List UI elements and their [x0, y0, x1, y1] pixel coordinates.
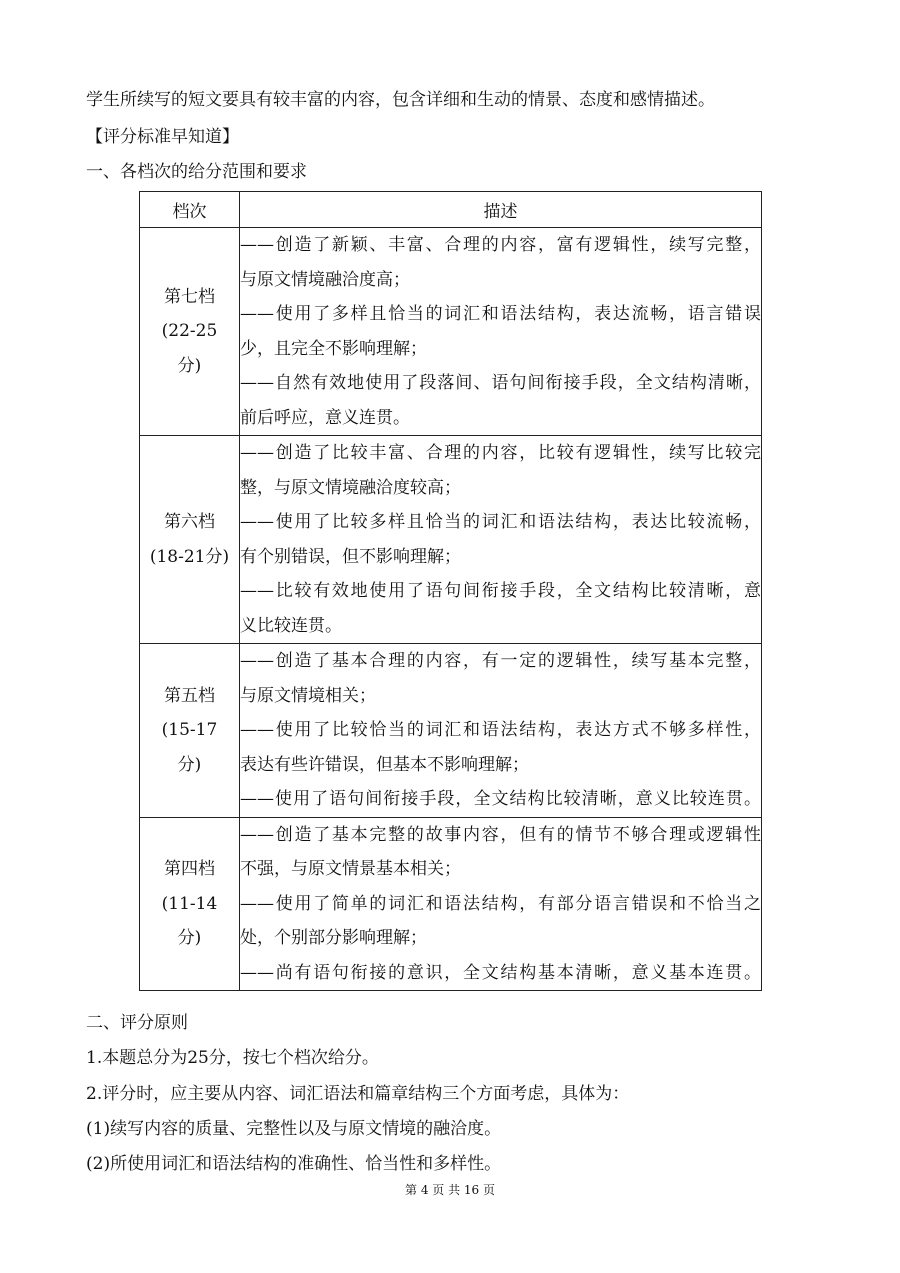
description-line: ——创造了基本完整的故事内容，但有的情节不够合理或逻辑性: [240, 824, 761, 845]
description-line: 少，且完全不影响理解；: [240, 338, 427, 359]
description-line: 不强，与原文情景基本相关；: [240, 859, 461, 879]
description-line: ——尚有语句衔接的意识，全文结构基本清晰，意义基本连贯。: [240, 962, 761, 983]
description-line: 与原文情境相关；: [240, 685, 376, 706]
description-line: 与原文情境融洽度高；: [240, 269, 410, 290]
principle-item: 1.本题总分为25分，按七个档次给分。: [86, 1048, 379, 1068]
level-range: (11-14: [161, 893, 218, 914]
table-row: [140, 436, 762, 644]
description-line: ——创造了新颖、丰富、合理的内容，富有逻辑性，续写完整，: [240, 235, 761, 255]
principle-item: 2.评分时，应主要从内容、词汇语法和篇章结构三个方面考虑，具体为：: [86, 1084, 630, 1104]
level-cell: [140, 817, 240, 991]
level-range: 分): [177, 754, 202, 775]
level-range: (18-21分): [149, 546, 230, 567]
description-line: ——创造了基本合理的内容，有一定的逻辑性，续写基本完整，: [240, 651, 761, 671]
header-description: 描述: [240, 192, 762, 228]
grading-table: [139, 191, 762, 991]
level-cell: [140, 436, 240, 644]
description-line: 有个别错误，但不影响理解；: [240, 546, 461, 567]
level-range: (15-17: [161, 720, 218, 740]
level-name: 第五档: [164, 685, 215, 706]
level-range: (22-25: [161, 321, 218, 342]
level-name: 第六档: [164, 512, 215, 532]
description-cell: [240, 644, 762, 818]
description-line: ——使用了多样且恰当的词汇和语法结构，表达流畅，语言错误: [240, 304, 761, 324]
table-row: [140, 644, 762, 818]
description-line: 义比较连贯。: [240, 615, 342, 636]
level-name: 第七档: [164, 286, 215, 307]
level-cell: [140, 644, 240, 818]
section-header: 【评分标准早知道】: [86, 127, 239, 147]
page-footer: 第 4 页 共 16 页: [405, 1183, 495, 1197]
description-cell: [240, 436, 762, 644]
description-cell: [240, 228, 762, 436]
table-header-row: [140, 192, 762, 228]
header-level: 档次: [140, 192, 240, 228]
description-line: 处，个别部分影响理解；: [240, 928, 427, 948]
principle-item: (2)所使用词汇和语法结构的准确性、恰当性和多样性。: [86, 1154, 502, 1174]
description-line: ——使用了简单的词汇和语法结构，有部分语言错误和不恰当之: [240, 893, 761, 914]
description-line: ——使用了语句间衔接手段，全文结构比较清晰，意义比较连贯。: [240, 789, 761, 809]
level-name: 第四档: [164, 859, 215, 879]
table-row: [140, 817, 762, 991]
description-line: ——自然有效地使用了段落间、语句间衔接手段，全文结构清晰，: [240, 373, 761, 393]
description-cell: [240, 817, 762, 991]
table-row: [140, 228, 762, 436]
description-line: ——使用了比较恰当的词汇和语法结构，表达方式不够多样性，: [240, 720, 761, 740]
description-line: 表达有些许错误，但基本不影响理解；: [240, 754, 529, 775]
principle-item: (1)续写内容的质量、完整性以及与原文情境的融洽度。: [86, 1119, 502, 1139]
level-cell: [140, 228, 240, 436]
description-line: ——使用了比较多样且恰当的词汇和语法结构，表达比较流畅，: [240, 512, 761, 532]
description-line: 前后呼应，意义连贯。: [240, 407, 410, 428]
description-line: ——创造了比较丰富、合理的内容，比较有逻辑性，续写比较完: [240, 443, 761, 463]
description-line: ——比较有效地使用了语句间衔接手段，全文结构比较清晰，意: [240, 581, 761, 601]
part2-title: 二、评分原则: [86, 1013, 188, 1033]
intro-paragraph: 学生所续写的短文要具有较丰富的内容，包含详细和生动的情景、态度和感情描述。: [86, 90, 715, 110]
level-range: 分): [177, 355, 202, 376]
description-line: 整，与原文情境融洽度较高；: [240, 477, 461, 498]
level-range: 分): [177, 928, 202, 948]
part1-title: 一、各档次的给分范围和要求: [86, 162, 307, 182]
